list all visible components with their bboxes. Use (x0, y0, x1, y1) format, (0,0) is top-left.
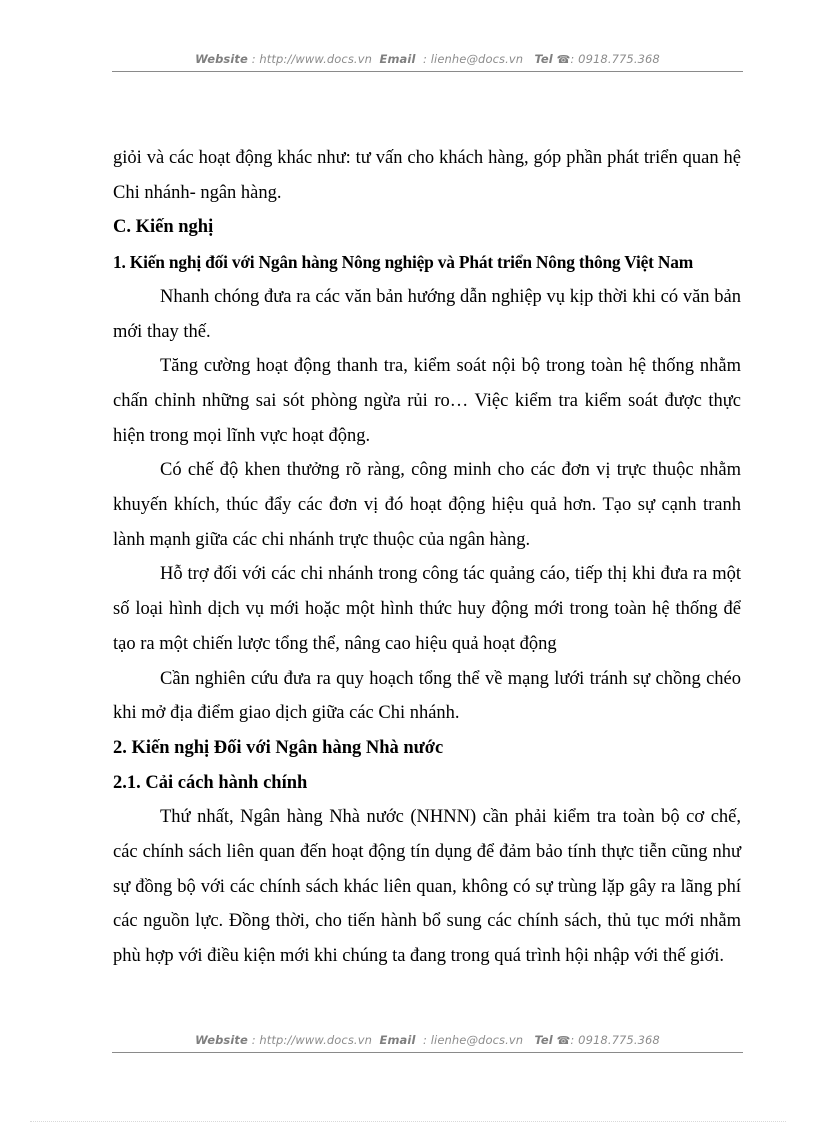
paragraph-intro: giỏi và các hoạt động khác như: tư vấn cho khách hàng, góp phần phát triển quan hệ Chi nhánh- ngân hàng. (113, 148, 741, 203)
heading-2-1: 2.1. Cải cách hành chính (113, 772, 308, 793)
header-email-label: Email (379, 52, 416, 66)
header-tel-value: : 0918.775.368 (570, 52, 660, 66)
header-website-value: : http://www.docs.vn (251, 52, 372, 66)
heading-1: 1. Kiến nghị đối với Ngân hàng Nông nghiệp và Phát triển Nông thông Việt Nam (113, 252, 694, 273)
header-tel-label: Tel (534, 52, 553, 66)
page-bottom-dotted-line (30, 1121, 786, 1122)
footer-website-label: Website (195, 1033, 248, 1047)
paragraph-4: Hỗ trợ đối với các chi nhánh trong công tác quảng cáo, tiếp thị khi đưa ra một số loại hình dịch vụ mới hoặc một hình thức huy động mới trong toàn hệ thống để tạo ra một chiến lược tổng thể, nâng cao hiệu quả hoạt động (113, 564, 741, 654)
paragraph-5: Cần nghiên cứu đưa ra quy hoạch tổng thể về mạng lưới tránh sự chồng chéo khi mở địa điểm giao dịch giữa các Chi nhánh. (113, 668, 741, 724)
footer-email-label: Email (379, 1033, 416, 1047)
phone-icon: ☎ (556, 1034, 571, 1047)
phone-icon: ☎ (556, 53, 571, 66)
header-website-label: Website (195, 52, 248, 66)
header-divider (112, 71, 743, 72)
footer-tel-value: : 0918.775.368 (570, 1033, 660, 1047)
footer-tel-label: Tel (534, 1033, 553, 1047)
heading-2: 2. Kiến nghị Đối với Ngân hàng Nhà nước (113, 737, 444, 758)
heading-c: C. Kiến nghị (113, 217, 214, 238)
footer-email-value: : lienhe@docs.vn (423, 1033, 524, 1047)
page-footer (112, 1033, 743, 1047)
paragraph-2: Tăng cường hoạt động thanh tra, kiểm soát nội bộ trong toàn hệ thống nhằm chấn chỉnh những sai sót phòng ngừa rủi ro… Việc kiểm tra kiểm soát được thực hiện trong mọi lĩnh vực hoạt động. (113, 356, 741, 446)
footer-website-value: : http://www.docs.vn (251, 1033, 372, 1047)
paragraph-3: Có chế độ khen thưởng rõ ràng, công minh cho các đơn vị trực thuộc nhằm khuyến khích, thúc đẩy các đơn vị đó hoạt động hiệu quả hơn. Tạo sự cạnh tranh lành mạnh giữa các chi nhánh trực thuộc của ngân hàng. (113, 460, 741, 550)
footer-divider (112, 1052, 743, 1053)
paragraph-6: Thứ nhất, Ngân hàng Nhà nước (NHNN) cần phải kiểm tra toàn bộ cơ chế, các chính sách liên quan đến hoạt động tín dụng để đảm bảo tính thực tiễn cũng như sự đồng bộ với các chính sách khác liên quan, không có sự trùng lặp gây ra lãng phí các nguồn lực. Đồng thời, cho tiến hành bổ sung các chính sách, thủ tục mới nhằm phù hợp với điều kiện mới khi chúng ta đang trong quá trình hội nhập với thế giới. (113, 807, 741, 967)
header-email-value: : lienhe@docs.vn (423, 52, 524, 66)
page-header (112, 52, 743, 66)
document-body (113, 141, 741, 974)
paragraph-1: Nhanh chóng đưa ra các văn bản hướng dẫn nghiệp vụ kịp thời khi có văn bản mới thay thế. (113, 286, 741, 342)
